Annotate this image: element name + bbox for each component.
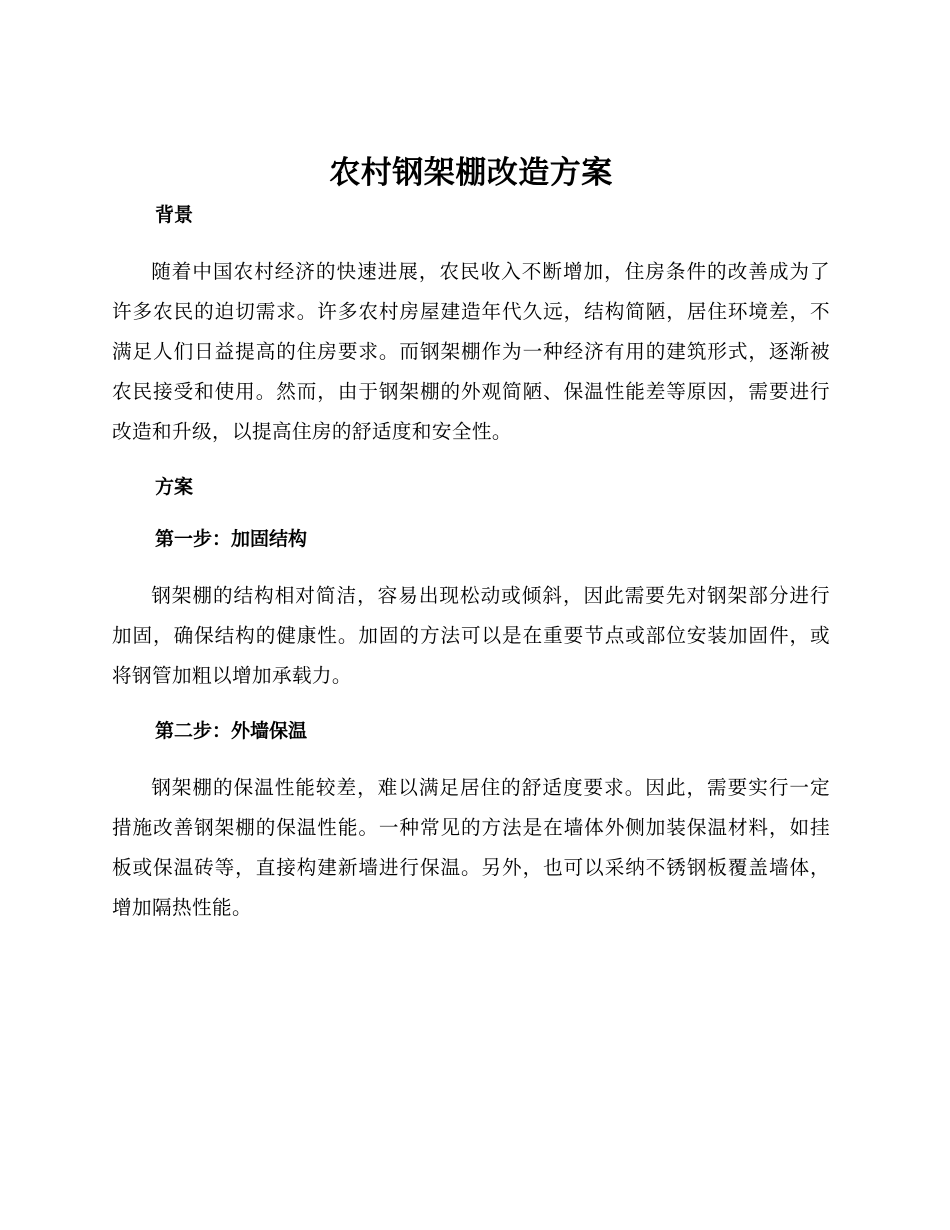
section-paragraph-step-two: 钢架棚的保温性能较差，难以满足居住的舒适度要求。因此，需要实行一定措施改善钢架棚的保温性能。一种常见的方法是在墙体外侧加装保温材料，如挂板或保温砖等，直接构建新墙进行保温。另外，也可以采纳不锈钢板覆盖墙体，增加隔热性能。 [112, 776, 830, 919]
document-title: 农村钢架棚改造方案 [329, 155, 613, 191]
section-heading-background: 背景 [155, 204, 194, 226]
section-heading-plan: 方案 [155, 476, 194, 498]
section-heading-step-two: 第二步：外墙保温 [155, 720, 308, 742]
section-paragraph-step-one: 钢架棚的结构相对简洁，容易出现松动或倾斜，因此需要先对钢架部分进行加固，确保结构的健康性。加固的方法可以是在重要节点或部位安装加固件，或将钢管加粗以增加承载力。 [112, 584, 830, 687]
section-heading-step-one: 第一步：加固结构 [155, 528, 308, 550]
document-page [112, 150, 830, 928]
section-paragraph-background: 随着中国农村经济的快速进展，农民收入不断增加，住房条件的改善成为了许多农民的迫切需求。许多农村房屋建造年代久远，结构简陋，居住环境差，不满足人们日益提高的住房要求。而钢架棚作为一种经济有用的建筑形式，逐渐被农民接受和使用。然而，由于钢架棚的外观简陋、保温性能差等原因，需要进行改造和升级，以提高住房的舒适度和安全性。 [112, 260, 830, 443]
